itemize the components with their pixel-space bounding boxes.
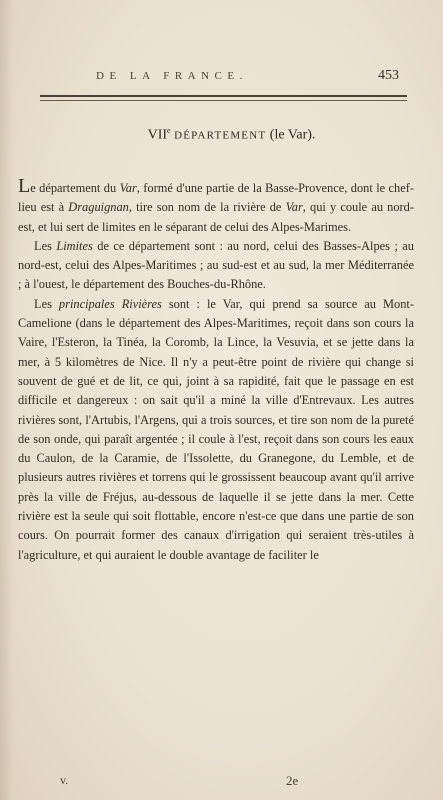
italic-term: Limites (56, 238, 93, 253)
header-rule-thick (40, 95, 407, 97)
italic-term: Draguignan (68, 200, 129, 215)
text-run: , formé d'une partie de la Basse-Provence, dont le chef-lieu est à (18, 181, 414, 215)
drop-cap: L (18, 175, 31, 197)
italic-term: Var (119, 181, 137, 195)
department-title (0, 126, 443, 144)
text-run: , qui y coule au nord-est, et lui sert de limites en le séparant de celui des Alpes-Marimes. (18, 200, 415, 234)
text-run: sont : le Var, qui prend sa source au Mont-Camelione (dans le département des Alpes-Maritimes, reçoit dans son cours la Vaire, l'Esteron, la Tinéa, la Coromb, la Lince, la Vesuvia, et se jette dans la mer, à 5 kilomètres de Nice. Il n'y a peut-être point de rivière qui change si souvent de gué et de lit, ce qui, joint à sa rapidité, fait que le passage en est difficile et dangereux : on sait qu'il a miné la ville d'Entrevaux. Les autres rivières sont, l'Artubis, l'Argens, qui a trois sources, et tire son nom de la pureté de son onde, qui paraît argentée ; il coule à l'est, reçoit dans son cours les eaux du Caulon, de la Caramie, de l'Issolette, du Granegone, du Lemble, et de plusieurs autres rivières et torrens qui le grossissent beaucoup avant qu'il arrive près la ville de Fréjus, au-dessous de laquelle il se jette dans la mer. Cette rivière est la seule qui soit flottable, encore n'est-ce que dans une partie de son cours. On pourrait former des canaux d'irrigation qui seraient très-utiles à l'agriculture, et qui auraient le double avantage de faciliter le (18, 296, 414, 562)
text-run: e département du (30, 181, 120, 195)
paragraph (18, 237, 414, 295)
body-text (18, 175, 415, 565)
running-title: DE LA FRANCE. (96, 70, 248, 82)
page-number: 453 (378, 68, 399, 83)
catchword: 2e (286, 773, 299, 788)
title-word: DÉPARTEMENT (174, 129, 267, 142)
paragraph (18, 175, 415, 237)
header-rule-thin (40, 100, 407, 101)
text-run: de ce département sont : au nord, celui des Basses-Alpes ; au nord-est, celui des Alpes-Maritimes ; au sud-est et au sud, la mer Méditerranée ; à l'ouest, le département des Bouches-du-Rhône. (18, 238, 414, 292)
italic-term: principales Rivières (58, 296, 162, 311)
title-department-name: (le Var). (269, 127, 316, 143)
text-run: Les (34, 238, 57, 253)
title-numeral: VII (147, 127, 168, 143)
italic-term: Var (285, 200, 303, 215)
title-superscript: e (167, 126, 171, 135)
text-run: , tire son nom de la rivière de (128, 200, 286, 215)
signature-mark: v. (60, 773, 69, 787)
running-header (52, 68, 411, 88)
paragraph (18, 295, 414, 565)
text-run: Les (34, 296, 59, 311)
